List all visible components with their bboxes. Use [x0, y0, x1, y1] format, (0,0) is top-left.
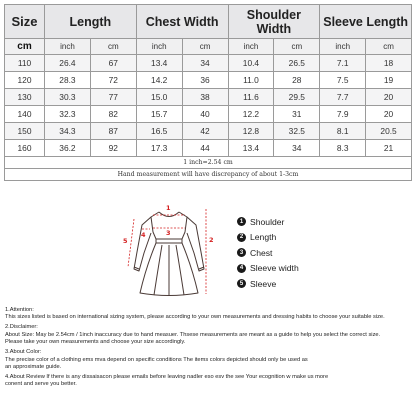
legend-item — [237, 276, 299, 292]
measurement-cell: 15.0 — [136, 89, 182, 106]
note-title: 2.Disclaimer: — [5, 324, 38, 331]
dress-right-cuff — [199, 267, 204, 269]
measurement-cell: 82 — [90, 106, 136, 123]
legend-item — [237, 245, 299, 261]
size-cell: 120 — [5, 72, 45, 89]
measurement-cell: 38 — [182, 89, 228, 106]
table-row — [5, 72, 412, 89]
measurement-cell: 20.5 — [366, 123, 412, 140]
note-line: This sizes listed is based on international sizing system, please according to your own measurements and dressing habits to choose your suitable size. — [5, 314, 385, 321]
measurement-cell: 31 — [274, 106, 320, 123]
measurement-cell: 12.2 — [228, 106, 274, 123]
size-cell: 160 — [5, 140, 45, 157]
header-sleeve-length: Sleeve Length — [320, 5, 412, 39]
note-block — [5, 374, 411, 389]
measure-note-row — [5, 169, 412, 181]
measurement-cell: 7.1 — [320, 55, 366, 72]
unit-cell: inch — [320, 39, 366, 55]
unit-cell: inch — [45, 39, 91, 55]
size-cell: 150 — [5, 123, 45, 140]
measurement-cell: 11.0 — [228, 72, 274, 89]
note-line: Please take your own measurements and choose your size accordingly. — [5, 339, 186, 346]
marker-1: 1 — [166, 204, 171, 212]
notes-section — [5, 307, 411, 391]
measurement-cell: 21 — [366, 140, 412, 157]
note-block — [5, 324, 411, 346]
measurement-note: Hand measurement will have discrepancy of about 1-3cm — [5, 169, 412, 181]
measurement-cell: 7.5 — [320, 72, 366, 89]
measurement-cell: 26.4 — [45, 55, 91, 72]
legend-item — [237, 261, 299, 277]
measurement-cell: 20 — [366, 89, 412, 106]
legend-label: Chest — [250, 247, 273, 258]
unit-cell: cm — [5, 39, 45, 55]
note-title: 4.About Review If there is any dissaisacon please emails before leaving nadler eso esv the see Your ecognition w make us more — [5, 374, 329, 381]
note-block — [5, 349, 411, 371]
legend-item — [237, 214, 299, 230]
marker-3: 3 — [166, 229, 171, 237]
measurement-cell: 67 — [90, 55, 136, 72]
size-cell: 110 — [5, 55, 45, 72]
measurement-cell: 20 — [366, 106, 412, 123]
dress-neckline — [159, 212, 179, 217]
measurement-cell: 8.1 — [320, 123, 366, 140]
note-line: an approximate guide. — [5, 364, 62, 371]
measurement-cell: 16.5 — [136, 123, 182, 140]
dress-skirt-fold — [176, 245, 184, 295]
unit-cell: inch — [136, 39, 182, 55]
table-row — [5, 140, 412, 157]
legend-item — [237, 230, 299, 246]
measurement-cell: 36 — [182, 72, 228, 89]
legend-number-badge: 5 — [237, 279, 246, 288]
measurement-cell: 8.3 — [320, 140, 366, 157]
sleeve-measure-line — [128, 219, 134, 267]
table-row — [5, 123, 412, 140]
unit-cell: cm — [274, 39, 320, 55]
measurement-cell: 12.8 — [228, 123, 274, 140]
measurement-cell: 17.3 — [136, 140, 182, 157]
measurement-cell: 15.7 — [136, 106, 182, 123]
measurement-cell: 34.3 — [45, 123, 91, 140]
measurement-cell: 34 — [182, 55, 228, 72]
size-cell: 140 — [5, 106, 45, 123]
dress-waistband — [156, 239, 182, 243]
note-title: 1.Attention: — [5, 307, 34, 313]
unit-cell: inch — [228, 39, 274, 55]
legend-number-badge: 4 — [237, 264, 246, 273]
measurement-cell: 18 — [366, 55, 412, 72]
measurement-cell: 29.5 — [274, 89, 320, 106]
note-line: conent and serve you better. — [5, 381, 77, 388]
conversion-note-row — [5, 157, 412, 169]
measurement-cell: 77 — [90, 89, 136, 106]
measurement-cell: 11.6 — [228, 89, 274, 106]
unit-row — [5, 39, 412, 55]
measurement-cell: 13.4 — [136, 55, 182, 72]
measurement-cell: 40 — [182, 106, 228, 123]
measurement-cell: 32.5 — [274, 123, 320, 140]
conversion-note: 1 inch=2.54 cm — [5, 157, 412, 169]
table-row — [5, 106, 412, 123]
note-title: 3.About Color: — [5, 349, 42, 356]
legend-number-badge: 1 — [237, 217, 246, 226]
header-chest-width: Chest Width — [136, 5, 228, 39]
measurement-cell: 19 — [366, 72, 412, 89]
legend-label: Shoulder — [250, 216, 285, 227]
legend-label: Length — [250, 232, 277, 243]
measurement-legend — [237, 214, 299, 292]
measurement-cell: 26.5 — [274, 55, 320, 72]
legend-number-badge: 2 — [237, 233, 246, 242]
measurement-cell: 34 — [274, 140, 320, 157]
measurement-cell: 7.7 — [320, 89, 366, 106]
dress-left-cuff — [134, 267, 139, 269]
measurement-cell: 44 — [182, 140, 228, 157]
header-length: Length — [45, 5, 137, 39]
header-size: Size — [5, 5, 45, 39]
table-row — [5, 55, 412, 72]
header-shoulder-width: Shoulder Width — [228, 5, 320, 39]
measurement-cell: 7.9 — [320, 106, 366, 123]
measurement-cell: 10.4 — [228, 55, 274, 72]
header-row — [5, 5, 412, 39]
unit-cell: cm — [366, 39, 412, 55]
measurement-cell: 92 — [90, 140, 136, 157]
unit-cell: cm — [182, 39, 228, 55]
note-block — [5, 307, 411, 322]
measurement-cell: 28.3 — [45, 72, 91, 89]
measurement-cell: 14.2 — [136, 72, 182, 89]
legend-number-badge: 3 — [237, 248, 246, 257]
table-row — [5, 89, 412, 106]
legend-label: Sleeve width — [250, 263, 299, 274]
measurement-cell: 87 — [90, 123, 136, 140]
legend-label: Sleeve — [250, 278, 277, 289]
dress-measurement-diagram — [120, 197, 218, 301]
measurement-cell: 28 — [274, 72, 320, 89]
note-line: About Size: May be 2.54cm / 1inch inaccuracy due to hand measuer. Thsese measurements are meant as a guide to help you select the correct size. — [5, 331, 381, 338]
unit-cell: cm — [90, 39, 136, 55]
measurement-cell: 72 — [90, 72, 136, 89]
marker-4: 4 — [141, 231, 146, 239]
measurement-cell: 36.2 — [45, 140, 91, 157]
dress-skirt-fold — [154, 245, 162, 295]
measurement-cell: 32.3 — [45, 106, 91, 123]
size-cell: 130 — [5, 89, 45, 106]
marker-5: 5 — [123, 237, 128, 245]
measurement-cell: 30.3 — [45, 89, 91, 106]
marker-2: 2 — [209, 236, 214, 244]
measurement-cell: 13.4 — [228, 140, 274, 157]
size-chart-table — [4, 4, 412, 181]
note-line: The precise color of a clothing ems mva depend on specific conditions The items colors depicted should only be used as — [5, 356, 308, 363]
measurement-cell: 42 — [182, 123, 228, 140]
